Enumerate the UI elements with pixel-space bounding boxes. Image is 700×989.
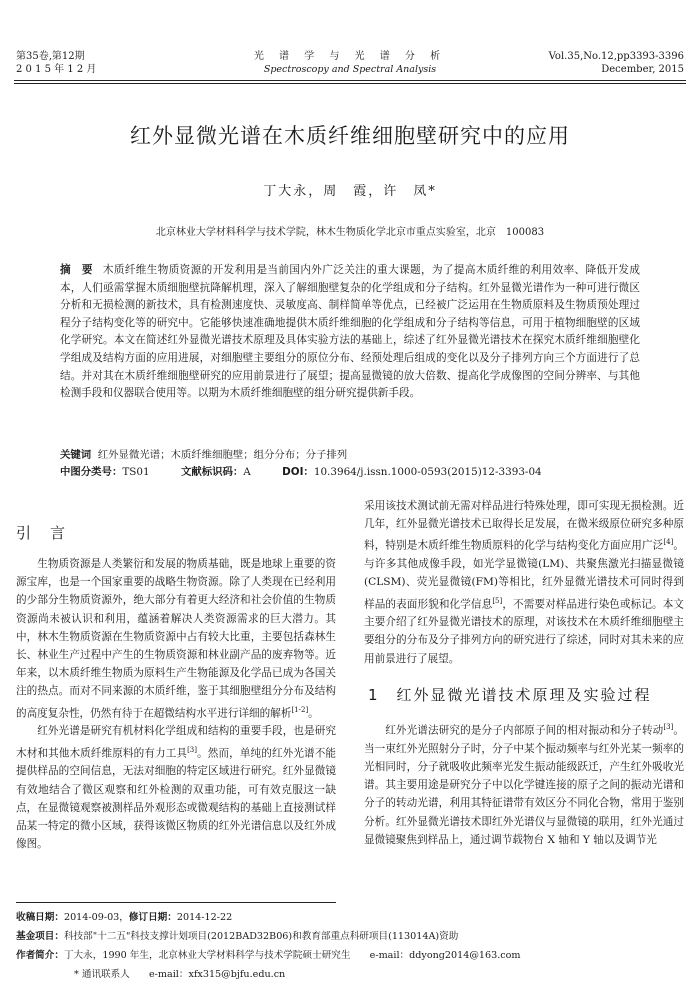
volume-issue: 第35卷,第12期 [16,51,85,62]
intro-paragraph-2 [16,722,336,853]
footnote-rule [16,902,336,903]
publication-month: December, 2015 [601,64,684,75]
author-list: 丁大永，周 霞，许 凤* [263,184,437,199]
author-bio-text: 丁大永，1990 年生，北京林业大学材料科学与技术学院硕士研究生 e-mail：ddyong2014@163.com [63,950,521,961]
author-footnote [16,946,686,965]
revised-label: 修订日期： [128,912,177,923]
abstract-text: 木质纤维生物质资源的开发利用是当前国内外广泛关注的重大课题，为了提高木质纤维的利用效率、降低开发成本，人们亟需掌握木质细胞壁抗降解机理，深入了解细胞壁复杂的化学组成和分子结构。红外显微光谱作为一种可进行微区分析和无损检测的新技术，具有检测速度快、灵敏度高、制样简单等优点，已经被广泛运用在生物质原料及生物质预处理过程分子结构变化等的研究中。它能够快速准确地提供木质纤维细胞的化学组成和分子结构等信息，可用于植物细胞壁的区域化学研究。本文在简述红外显微光谱技术原理及具体实验方法的基础上，综述了红外显微光谱技术在探究木质纤维细胞壁化学组成及结构方面的应用进展，对细胞壁主要组分的原位分布、经预处理后组成的变化以及分子排列方向三个方面进行了总结。并对其在木质纤维细胞壁研究的应用前景进行了展望；提高显微镜的放大倍数、提高化学成像图的空间分辨率、与其他检测手段和仪器联合使用等。以期为木质纤维细胞壁的组分研究提供新手段。 [60,264,640,400]
revised-date: 2014-12-22 [176,912,233,923]
classification [60,464,640,481]
volume-pages: Vol.35,No.12,pp3393-3396 [548,51,684,62]
corresponding-author: * 通讯联系人 e-mail：xfx315@bjfu.edu.cn [74,969,286,980]
intro-p2-text: 红外光谱是研究有机材料化学组成和结构的重要手段，也是研究木材和其他木质纤维原料的有力工具 [16,725,336,760]
keywords-label: 关键词 [60,449,92,461]
citation: [3] [663,723,674,732]
header-rule [14,80,686,81]
intro-p2-rest: 。然而，单纯的红外光谱不能提供样品的空间信息，无法对细胞的特定区域进行研究。红外显微镜有效地结合了微区观察和红外检测的双重功能，可有效克服这一缺点，在显微镜观察被测样品外观形态或微观结构的基础上直接测试样品某一特定的微小区域，获得该微区物质的红外光谱信息以及红外成像图。 [16,747,336,851]
clc-label: 中图分类号： [60,466,123,478]
intro-p1-text: 生物质资源是人类繁衍和发展的物质基础，既是地球上重要的资源宝库，也是一个国家重要的战略生物资源。除了人类现在已经利用的少部分生物质资源外，绝大部分有着更大经济和社会价值的生物质资源尚未被认识和利用，蕴涵着解决人类资源需求的巨大潜力。其中，林木生物质资源在生物质资源中占有较大比重，主要包括森林生长、林业生产过程中产生的生物质资源和林业副产品的废弃物等。近年来，以木质纤维生物质为原料生产生物能源及化学品已成为各国关注的热点。而对不同来源的木质纤维，鉴于其细胞壁组分分布及结构的高度复杂性，仍然有待于在超微结构水平进行详细的解析 [16,558,336,720]
received-date: 2014-09-03， [63,912,129,923]
fund-footnote [16,927,686,946]
intro-heading: 引 言 [16,524,68,542]
journal-citation [549,50,684,76]
right-p2-text: 红外光谱法研究的是分子内部原子间的相对振动和分子转动 [385,724,664,737]
keywords [60,447,640,464]
doi-label: DOI： [282,466,314,478]
abstract [60,262,640,403]
author-bio-label: 作者简介： [16,950,64,961]
keywords-block [60,447,640,481]
keywords-text: 红外显微光谱；木质纤维细胞壁；组分分布；分子排列 [97,449,348,461]
journal-name-cn: 光 谱 学 与 光 谱 分 析 [253,51,447,62]
citation: [4] [663,538,674,547]
right-paragraph-2 [364,718,684,849]
abstract-label: 摘 要 [60,264,93,276]
section-1-heading: 1 红外显微光谱技术原理及实验过程 [368,685,652,704]
received-label: 收稿日期： [16,912,64,923]
journal-name-en: Spectroscopy and Spectral Analysis [263,64,437,75]
doi-value: 10.3964/j.issn.1000-0593(2015)12-3393-04 [313,466,542,478]
citation: [5] [492,596,503,605]
clc-value: TS01 [122,466,150,478]
fund-text: 科技部"十二五"科技支撑计划项目(2012BAD32B06)和教育部重点科研项目(113014A)资助 [63,931,459,942]
right-paragraph-1 [364,497,684,668]
right-p1-text: 采用该技术测试前无需对样品进行特殊处理，即可实现无损检测。近几年，红外显微光谱技术已取得长足发展，在微米级原位研究多种原料，特别是木质纤维生物质原料的化学与结构变化方面应用广泛 [364,500,684,552]
dates-footnote [16,908,686,927]
footnotes [16,908,686,984]
right-p2-rest: 。当一束红外光照射分子时，分子中某个振动频率与红外光某一频率的光相同时，分子就吸收此频率光发生振动能级跃迁，产生红外吸收光谱。其主要用途是研究分子中以化学键连接的原子之间的振动光谱和分子的转动光谱，利用其特征谱带有效区分不同化合物，常用于鉴别分析。红外显微光谱技术即红外光谱仪与显微镜的联用，红外光通过显微镜聚焦到样品上，通过调节载物台 X 轴和 Y 轴以及调节光 [364,724,685,846]
issue-date: 2 0 1 5 年 1 2 月 [16,64,97,75]
left-column [16,555,336,853]
header-rule-2 [14,83,686,84]
right-p1-mid: 。与许多其他成像手段，如光学显微镜(LM)、共聚焦激光扫描显微镜(CLSM)、荧光显微镜(FM)等相比，红外显微光谱技术可同时得到样品的表面形貌和化学信息 [364,539,685,611]
fund-label: 基金项目： [16,931,64,942]
affiliation: 北京林业大学材料科学与技术学院，林木生物质化学北京市重点实验室，北京 100083 [155,227,545,238]
right-column [364,497,684,849]
citation: [3] [187,745,197,754]
paper-title: 红外显微光谱在木质纤维细胞壁研究中的应用 [130,124,570,148]
citation: [1-2] [291,705,309,714]
doc-code-label: 文献标识码： [180,466,244,478]
doc-code-value: A [243,466,251,478]
right-p1-rest: ，不需要对样品进行染色或标记。本文主要介绍了红外显微光谱技术的原理，对该技术在木质纤维细胞壁主要组分的分布及分子排列方向的研究进行了综述，同时对其未来的应用前景进行了展望。 [364,598,685,665]
intro-paragraph-1: 生物质资源是人类繁衍和发展的物质基础，既是地球上重要的资源宝库，也是一个国家重要的战略生物资源。除了人类现在已经利用的少部分生物质资源外，绝大部分有着更大经济和社会价值的生物质资源尚未被认识和利用，蕴涵着解决人类资源需求的巨大潜力。其中，林木生物质资源在生物质资源中占有较大比重，主要包括森林生长、林业生产过程中产生的生物质资源和林业副产品的废弃物等。近年来，以木质纤维生物质为原料生产生物能源及化学品已成为各国关注的热点。而对不同来源的木质纤维，鉴于其细胞壁组分分布及结构的高度复杂性，仍然有待于在超微结构水平进行详细的解析[1-2]。 [16,558,336,720]
